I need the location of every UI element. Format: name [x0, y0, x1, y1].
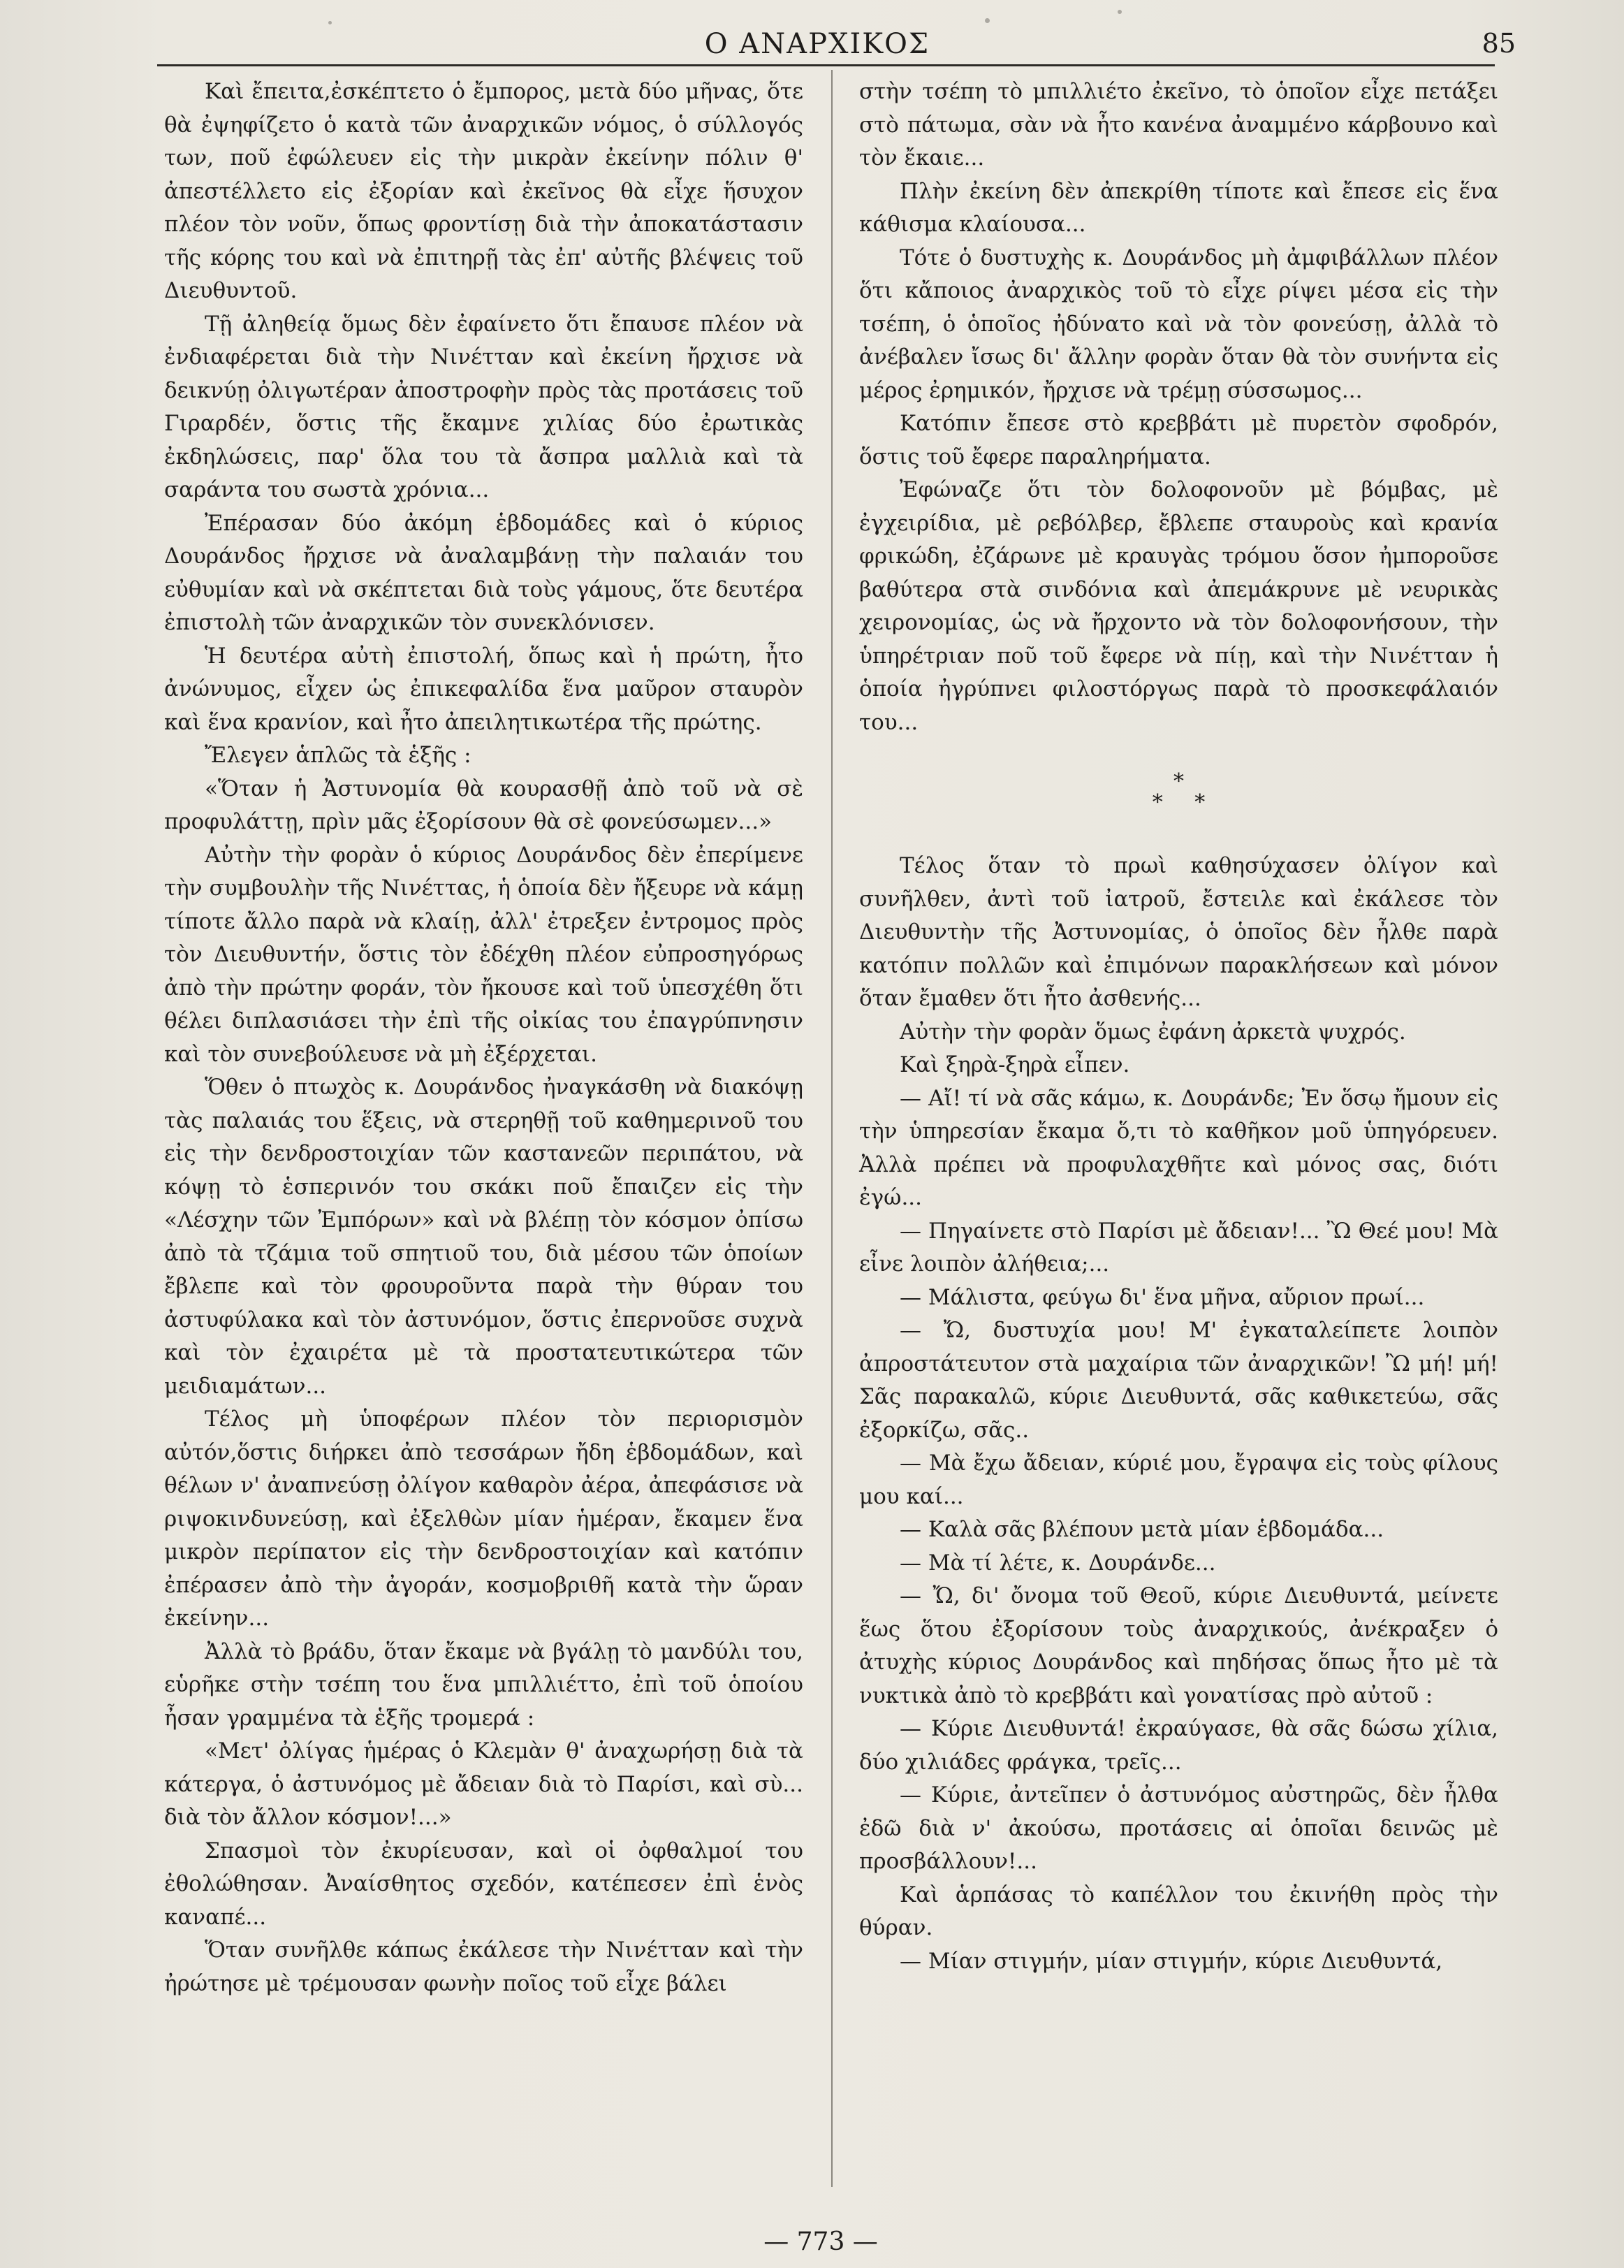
dialogue-line: — Ὤ, δι' ὄνομα τοῦ Θεοῦ, κύριε Διευθυντά, μείνετε ἕως ὅτου ἐξορίσουν τοὺς ἀναρχικούς, ἀνέκραξεν ὁ ἀτυχὴς κύριος Δουράνδος καὶ πηδήσας ὅπως ἦτο μὲ τὰ νυκτικὰ ἀπὸ τὸ κρεββάτι καὶ γονατίσας πρὸ αὐτοῦ :	[859, 1583, 1498, 1708]
asterism-top: *	[1173, 769, 1184, 794]
paragraph-continued: στὴν τσέπη τὸ μπιλλιέτο ἐκεῖνο, τὸ ὁποῖον εἶχε πετάξει στὸ πάτωμα, σὰν νὰ ἦτο κανένα ἀναμμένο κάρβουνο καὶ τὸν ἔκαιε...	[859, 79, 1498, 170]
dialogue-line: — Κύριε, ἀντεῖπεν ὁ ἀστυνόμος αὐστηρῶς, δὲν ἦλθα ἐδῶ διὰ ν' ἀκούσω, προτάσεις αἱ ὁποῖαι δεινῶς μὲ προσβάλλουν!...	[859, 1782, 1498, 1874]
signature-number: — 773 —	[763, 2227, 878, 2256]
paragraph: Καὶ ἔπειτα,ἐσκέπτετο ὁ ἔμπορος, μετὰ δύο μῆνας, ὅτε θὰ ἐψηφίζετο ὁ κατὰ τῶν ἀναρχικῶν νόμος, ὁ σύλλογός των, ποῦ ἐφώλευεν εἰς τὴν μικρὰν ἐκείνην πόλιν θ' ἀπεστέλλετο εἰς ἐξορίαν καὶ ἐκεῖνος θὰ εἶχε ἥσυχον πλέον τὸν νοῦν, ὅπως φροντίσῃ διὰ τὴν ἀποκατάστασιν τῆς κόρης του καὶ νὰ ἐπιτηρῇ τὰς ἐπ' αὐτῆς βλέψεις τοῦ Διευθυντοῦ.	[164, 79, 803, 303]
paragraph: Ἀλλὰ τὸ βράδυ, ὅταν ἔκαμε νὰ βγάλῃ τὸ μανδύλι του, εὑρῆκε στὴν τσέπη του ἕνα μπιλλιέττο, ἐπὶ τοῦ ὁποίου ἦσαν γραμμένα τὰ ἑξῆς τρομερά :	[164, 1638, 803, 1731]
column-divider	[831, 70, 833, 2187]
quoted-letter: «Ὅταν ἡ Ἀστυνομία θὰ κουρασθῇ ἀπὸ τοῦ νὰ σὲ προφυλάττῃ, πρὶν μᾶς ἐξορίσουν θὰ σὲ φονεύσωμεν...»	[164, 776, 803, 834]
print-speck	[985, 18, 990, 23]
print-speck	[1118, 10, 1122, 14]
paragraph: Ὅταν συνῆλθε κάπως ἐκάλεσε τὴν Νινέτταν καὶ τὴν ἠρώτησε μὲ τρέμουσαν φωνὴν ποῖος τοῦ εἶχε βάλει	[164, 1938, 803, 1996]
paragraph: Αὐτὴν τὴν φορὰν ὁ κύριος Δουράνδος δὲν ἐπερίμενε τὴν συμβουλὴν τῆς Νινέττας, ἡ ὁποία δὲν ἤξευρε νὰ κάμῃ τίποτε ἄλλο παρὰ νὰ κλαίῃ, ἀλλ' ἐτρεξεν ἐντρομος πρὸς τὸν Διευθυντήν, ὅστις τὸν ἐδέχθη πλέον εὐπροσηγόρως ἀπὸ τὴν πρώτην φοράν, τὸν ἤκουσε καὶ τοῦ ὑπεσχέθη ὅτι θέλει διπλασιάσει τὴν ἐπὶ τῆς οἰκίας του ἐπαγρύπνησιν καὶ τὸν συνεβούλευσε νὰ μὴ ἐξέρχεται.	[164, 842, 803, 1067]
paragraph: Τέλος ὅταν τὸ πρωὶ καθησύχασεν ὀλίγον καὶ συνῆλθεν, ἀντὶ τοῦ ἰατροῦ, ἔστειλε καὶ ἐκάλεσε τὸν Διευθυντὴν τῆς Ἀστυνομίας, ὁ ὁποῖος δὲν ἦλθε παρὰ κατόπιν πολλῶν καὶ ἐπιμόνων παρακλήσεων καὶ μόνον ὅταν ἔμαθεν ὅτι ἦτο ἀσθενής...	[859, 853, 1498, 1011]
dialogue-line: — Μίαν στιγμήν, μίαν στιγμήν, κύριε Διευθυντά,	[900, 1948, 1443, 1974]
paragraph: Ἔλεγεν ἁπλῶς τὰ ἑξῆς :	[205, 743, 471, 768]
running-title: Ο ΑΝΑΡΧΙΚΟΣ	[704, 28, 930, 60]
left-column	[164, 75, 803, 2000]
paragraph: Ἡ δευτέρα αὐτὴ ἐπιστολή, ὅπως καὶ ἡ πρώτη, ἦτο ἀνώνυμος, εἶχεν ὡς ἐπικεφαλίδα ἕνα μαῦρον σταυρὸν καὶ ἕνα κρανίον, καὶ ἦτο ἀπειλητικωτέρα τῆς πρώτης.	[164, 643, 803, 735]
dialogue-line: — Μὰ ἔχω ἄδειαν, κύριέ μου, ἔγραψα εἰς τοὺς φίλους μου καί...	[859, 1451, 1498, 1509]
paragraph: Καὶ ἁρπάσας τὸ καπέλλον του ἐκινήθη πρὸς τὴν θύραν.	[859, 1882, 1498, 1940]
paragraph: Ἐπέρασαν δύο ἀκόμη ἑβδομάδες καὶ ὁ κύριος Δουράνδος ἤρχισε νὰ ἀναλαμβάνῃ τὴν παλαιάν του εὐθυμίαν καὶ νὰ σκέπτεται διὰ τοὺς γάμους, ὅτε δευτέρα ἐπιστολὴ τῶν ἀναρχικῶν τὸν συνεκλόνισεν.	[164, 510, 803, 635]
paragraph: Καὶ ξηρὰ-ξηρὰ εἶπεν.	[900, 1052, 1130, 1077]
print-speck	[328, 21, 332, 24]
paragraph: Κατόπιν ἔπεσε στὸ κρεββάτι μὲ πυρετὸν σφοδρόν, ὅστις τοῦ ἔφερε παραληρήματα.	[859, 411, 1498, 470]
dialogue-line: — Καλὰ σᾶς βλέπουν μετὰ μίαν ἑβδομάδα...	[900, 1517, 1384, 1542]
quoted-note: «Μετ' ὀλίγας ἡμέρας ὁ Κλεμὰν θ' ἀναχωρήσῃ διὰ τὰ κάτεργα, ὁ ἀστυνόμος μὲ ἄδειαν διὰ τὸ Παρίσι, καὶ σὺ... διὰ τὸν ἄλλον κόσμον!...»	[164, 1738, 803, 1830]
asterism-bottom: * *	[1152, 790, 1218, 815]
page-number: 85	[1482, 28, 1516, 59]
paragraph: Ἐφώναζε ὅτι τὸν δολοφονοῦν μὲ βόμβας, μὲ ἐγχειρίδια, μὲ ρεβόλβερ, ἔβλεπε σταυροὺς καὶ κρανία φρικώδη, ἐζάρωνε μὲ κραυγὰς τρόμου ὅσον ἠμποροῦσε βαθύτερα στὰ σινδόνια καὶ ἀπεμάκρυνε μὲ νευρικὰς χειρονομίας, ὡς νὰ ἤρχοντο νὰ τὸν δολοφονήσουν, τὴν ὑπηρέτριαν ποῦ τοῦ ἔφερε νὰ πίῃ, καὶ τὴν Νινέτταν ἡ ὁποία ἠγρύπνει φιλοστόργως παρὰ τὸ προσκεφάλαιόν του...	[859, 477, 1498, 735]
dialogue-line: — Πηγαίνετε στὸ Παρίσι μὲ ἄδειαν!... Ὢ Θεέ μου! Μὰ εἶνε λοιπὸν ἀλήθεια;...	[859, 1218, 1498, 1277]
dialogue-line: — Μάλιστα, φεύγω δι' ἕνα μῆνα, αὔριον πρωί...	[900, 1284, 1425, 1310]
section-break-asterism	[859, 771, 1498, 813]
dialogue-line: — Μὰ τί λέτε, κ. Δουράνδε...	[900, 1550, 1216, 1576]
paragraph: Πλὴν ἐκείνη δὲν ἀπεκρίθη τίποτε καὶ ἔπεσε εἰς ἕνα κάθισμα κλαίουσα...	[859, 178, 1498, 237]
paragraph: Τέλος μὴ ὑποφέρων πλέον τὸν περιορισμὸν αὐτόν,ὅστις διήρκει ἀπὸ τεσσάρων ἤδη ἑβδομάδων, καὶ θέλων ν' ἀναπνεύσῃ ὀλίγον καθαρὸν ἀέρα, ἀπεφάσισε νὰ ριψοκινδυνεύσῃ, καὶ ἐξελθὼν μίαν ἡμέραν, ἔκαμεν ἕνα μικρὸν περίπατον εἰς τὴν δενδροστοιχίαν καὶ κατόπιν ἐπέρασεν ἀπὸ τὴν ἀγοράν, κοσμοβριθῆ κατὰ τὴν ὥραν ἐκείνην...	[164, 1406, 803, 1631]
dialogue-line: — Ὤ, δυστυχία μου! Μ' ἐγκαταλείπετε λοιπὸν ἀπροστάτευτον στὰ μαχαίρια τῶν ἀναρχικῶν! Ὢ μή! μή! Σᾶς παρακαλῶ, κύριε Διευθυντά, σᾶς καθικετεύω, σᾶς ἐξορκίζω, σᾶς..	[859, 1318, 1498, 1443]
paragraph: Τῇ ἀληθείᾳ ὅμως δὲν ἐφαίνετο ὅτι ἔπαυσε πλέον νὰ ἐνδιαφέρεται διὰ τὴν Νινέτταν καὶ ἐκείνη ἤρχισε νὰ δεικνύῃ ὀλιγωτέραν ἀποστροφὴν πρὸς τὰς προτάσεις τοῦ Γιραρδέν, ὅστις τῆς ἔκαμνε χιλίας δύο ἐρωτικὰς ἐκδηλώσεις, παρ' ὅλα του τὰ ἄσπρα μαλλιὰ καὶ τὰ σαράντα του σωστὰ χρόνια...	[164, 311, 803, 502]
right-column	[859, 75, 1498, 1978]
paragraph: Ὅθεν ὁ πτωχὸς κ. Δουράνδος ἠναγκάσθη νὰ διακόψῃ τὰς παλαιάς του ἕξεις, νὰ στερηθῇ τοῦ καθημερινοῦ του εἰς τὴν δενδροστοιχίαν τῶν καστανεῶν περιπάτου, νὰ κόψῃ τὸ ἑσπερινόν του σκάκι ποῦ ἔπαιζεν εἰς τὴν «Λέσχην τῶν Ἐμπόρων» καὶ νὰ βλέπῃ τὸν κόσμον ὀπίσω ἀπὸ τὰ τζάμια τοῦ σπητιοῦ του, διὰ μέσου τῶν ὁποίων ἔβλεπε καὶ τὸν φρουροῦντα παρὰ τὴν θύραν του ἀστυφύλακα καὶ τὸν ἀστυνόμον, ὅστις ἐπερνοῦσε συχνὰ καὶ τὸν ἐχαιρέτα μὲ τὰ προστατευτικώτερα τῶν μειδιαμάτων...	[164, 1075, 803, 1399]
paragraph: Αὐτὴν τὴν φορὰν ὅμως ἐφάνη ἀρκετὰ ψυχρός.	[900, 1019, 1406, 1045]
dialogue-line: — Αἴ! τί νὰ σᾶς κάμω, κ. Δουράνδε; Ἐν ὅσῳ ἤμουν εἰς τὴν ὑπηρεσίαν ἔκαμα ὅ,τι τὸ καθῆκον μοῦ ὑπηγόρευεν. Ἀλλὰ πρέπει νὰ προφυλαχθῆτε καὶ μόνος σας, διότι ἐγώ...	[859, 1085, 1498, 1210]
dialogue-line: — Κύριε Διευθυντά! ἐκραύγασε, θὰ σᾶς δώσω χίλια, δύο χιλιάδες φράγκα, τρεῖς...	[859, 1716, 1498, 1775]
header-rule	[157, 64, 1495, 66]
paragraph: Τότε ὁ δυστυχὴς κ. Δουράνδος μὴ ἀμφιβάλλων πλέον ὅτι κἄποιος ἀναρχικὸς τοῦ τὸ εἶχε ρίψει μέσα εἰς τὴν τσέπη, ὁ ὁποῖος ἠδύνατο καὶ νὰ τὸν φονεύσῃ, ἀλλὰ τὸ ἀνέβαλεν ἴσως δι' ἄλλην φορὰν ὅταν θὰ τὸν συνήντα εἰς μέρος ἐρημικόν, ἤρχισε νὰ τρέμῃ σύσσωμος...	[859, 245, 1498, 403]
paragraph: Σπασμοὶ τὸν ἐκυρίευσαν, καὶ οἱ ὀφθαλμοί του ἐθολώθησαν. Ἀναίσθητος σχεδόν, κατέπεσεν ἐπὶ ἑνὸς καναπέ...	[164, 1838, 803, 1930]
